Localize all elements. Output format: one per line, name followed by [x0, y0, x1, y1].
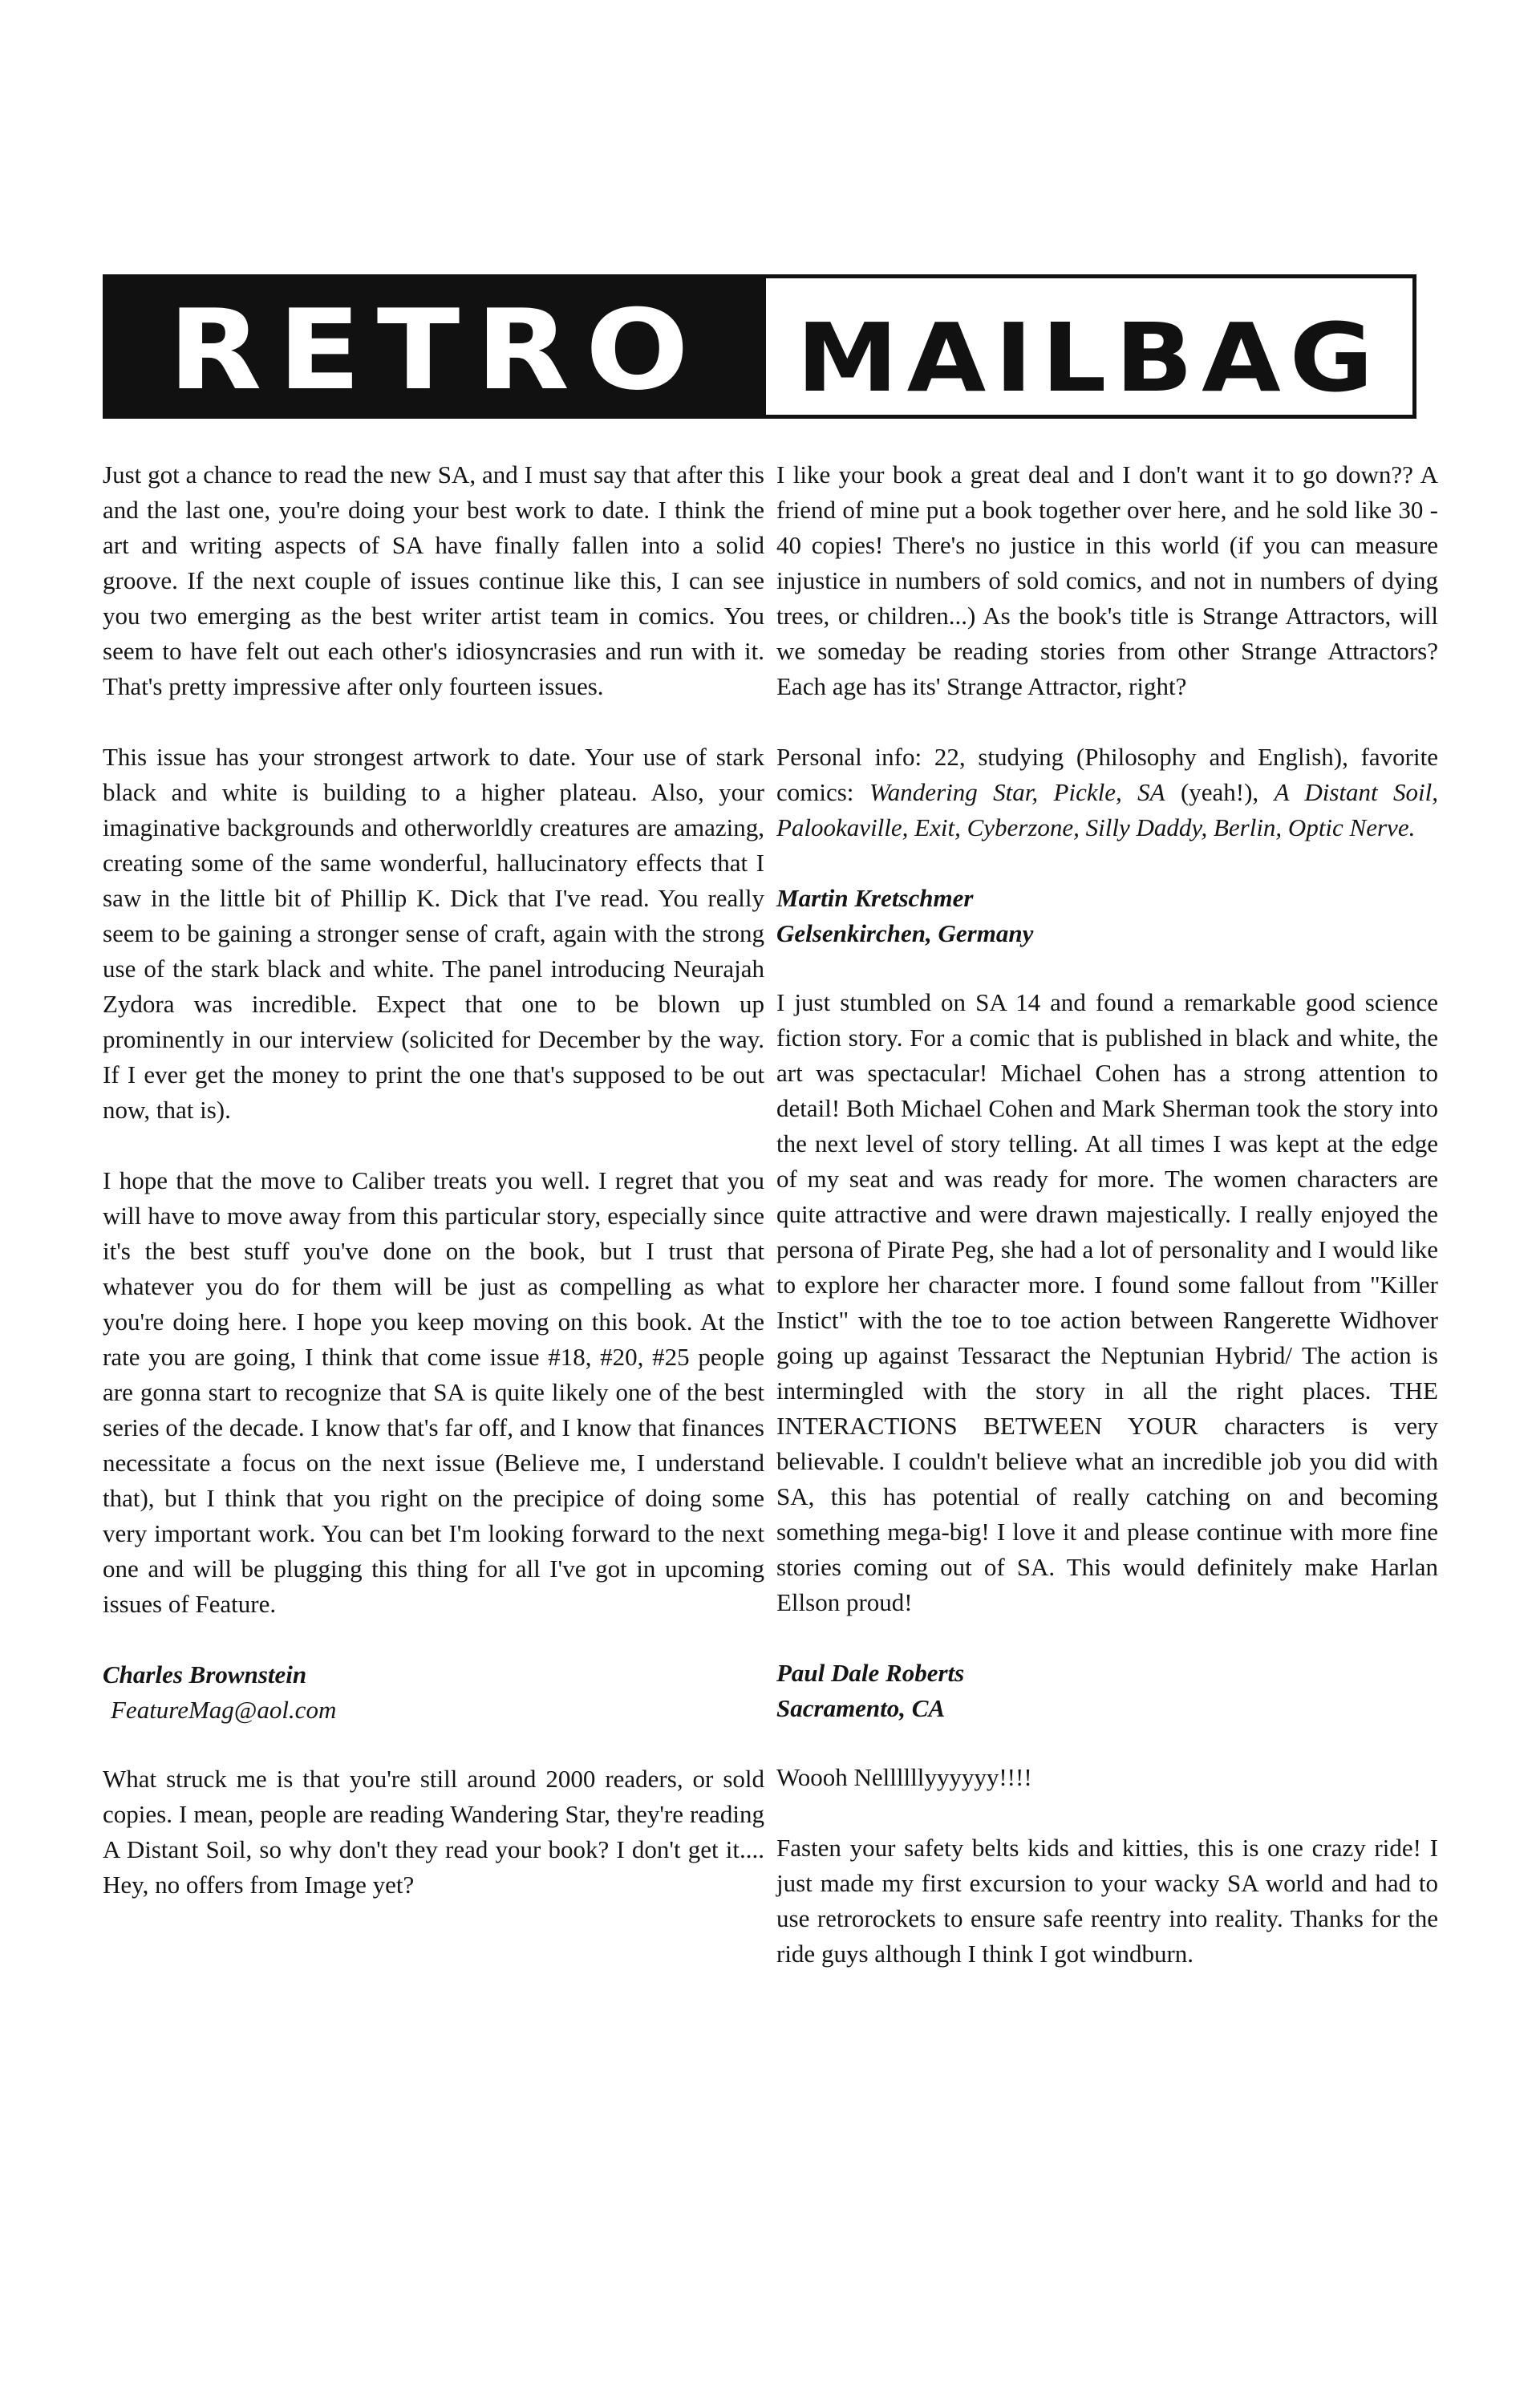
banner-white-panel: [766, 278, 1412, 415]
letter-3-paragraph-1: I just stumbled on SA 14 and found a remarkable good science fiction story. For a comic that is published in black and white, the art was spectacular! Michael Cohen has a strong attention to detail! Both Michael Cohen and Mark Sherman took the story into the next level of story telling. At all times I was kept at the edge of my seat and was ready for more. The women characters are quite attractive and were drawn majestically. I really enjoyed the persona of Pirate Peg, she had a lot of personality and I would like to explore her character more. I found some fallout from "Killer Instict" with the toe to toe action between Rangerette Widhover going up against Tessaract the Neptunian Hybrid/ The action is intermingled with the story in all the right places. THE INTERACTIONS BETWEEN YOUR characters is very believable. I couldn't believe what an incredible job you did with SA, this has potential of really catching on and becoming something mega-big! I love it and please continue with more fine stories coming out of SA. This would definitely make Harlan Ellson proud!: [776, 988, 1438, 1616]
letter-4-paragraph-1: Woooh Nellllllyyyyyy!!!!: [776, 1763, 1032, 1791]
letter-2-paragraph-1: What struck me is that you're still around 2000 readers, or sold copies. I mean, people are reading Wandering Star, they're reading A Distant Soil, so why don't they read your book? I don't get it.... Hey, no offers from Image yet?: [103, 1765, 764, 1899]
letter-1-paragraph-3: I hope that the move to Caliber treats you well. I regret that you will have to move away from this particular story, especially since it's the best stuff you've done on the book, but I trust that whatever you do for them will be just as compelling as what you're doing here. I hope you keep moving on this book. At the rate you are going, I think that come issue #18, #20, #25 people are gonna start to recognize that SA is quite likely one of the best series of the decade. I know that's far off, and I know that finances necessitate a focus on the next issue (Believe me, I understand that), but I think that you right on the precipice of doing some very important work. You can bet I'm looking forward to the next one and will be plugging this thing for all I've got in upcoming issues of Feature.: [103, 1166, 764, 1618]
letter-2-personal-info: [776, 740, 1438, 845]
personal-info-titles-b: A Distant Soil, Palookaville, Exit, Cyberzone, Silly Daddy, Berlin, Optic Nerve.: [776, 778, 1439, 841]
banner-title-retro: RETRO: [168, 286, 705, 415]
signature-name: Charles Brownstein: [103, 1660, 307, 1688]
banner-black-panel: [107, 278, 766, 415]
letter-4-paragraph-2: Fasten your safety belts kids and kitties, this is one crazy ride! I just made my first excursion to your wacky SA world and had to use retrorockets to ensure safe reentry into reality. Thanks for the ride guys although I think I got windburn.: [776, 1834, 1438, 1968]
letter-3-signature: [776, 1656, 1438, 1726]
personal-info-yeah: (yeah!),: [1165, 778, 1275, 806]
letter-2-signature: [776, 881, 1438, 951]
signature-email: FeatureMag@aol.com: [111, 1696, 337, 1724]
letter-1-signature: [103, 1657, 764, 1728]
letter-2-paragraph-2: I like your book a great deal and I don't want it to go down?? A friend of mine put a book together over here, and he sold like 30 - 40 copies! There's no justice in this world (if you can measure injustice in numbers of sold comics, and not in numbers of dying trees, or children...) As the book's title is Strange Attractors, will we someday be reading stories from other Strange Attractors? Each age has its' Strange Attractor, right?: [776, 460, 1438, 700]
signature-location: Gelsenkirchen, Germany: [776, 919, 1034, 947]
personal-info-titles-a: Wandering Star, Pickle, SA: [869, 778, 1165, 806]
signature-name: Martin Kretschmer: [776, 884, 974, 912]
personal-info-label: Personal info: 22, studying (Philosophy and English), favorite comics:: [776, 743, 1438, 806]
mailbag-banner: [103, 274, 1416, 419]
letter-1-paragraph-2: This issue has your strongest artwork to date. Your use of stark black and white is building to a higher plateau. Also, your imaginative backgrounds and otherworldly creatures are amazing, creating some of the same wonderful, hallucinatory effects that I saw in the little bit of Phillip K. Dick that I've read. You really seem to be gaining a stronger sense of craft, again with the strong use of the stark black and white. The panel introducing Neurajah Zydora was incredible. Expect that one to be blown up prominently in our interview (solicited for December by the way. If I ever get the money to print the one that's supposed to be out now, that is).: [103, 743, 764, 1124]
signature-name: Paul Dale Roberts: [776, 1659, 965, 1687]
banner-title-mailbag: MAILBAG: [796, 302, 1383, 413]
left-column: [103, 457, 764, 1938]
right-column: [776, 457, 1438, 2007]
signature-location: Sacramento, CA: [776, 1694, 946, 1722]
letter-1-paragraph-1: Just got a chance to read the new SA, and I must say that after this and the last one, you're doing your best work to date. I think the art and writing aspects of SA have finally fallen into a solid groove. If the next couple of issues continue like this, I can see you two emerging as the best writer artist team in comics. You seem to have felt out each other's idiosyncrasies and run with it. That's pretty impressive after only fourteen issues.: [103, 460, 764, 700]
